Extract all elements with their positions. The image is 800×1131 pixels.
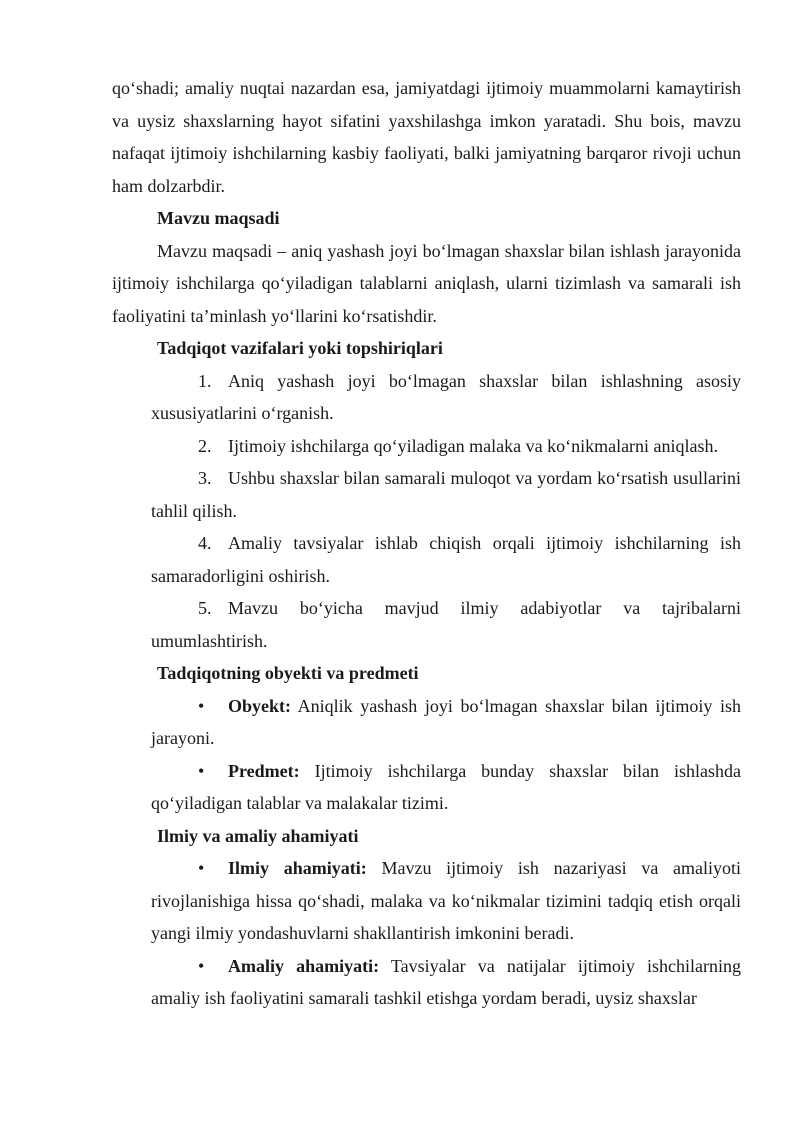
bullet-item-predmet <box>151 755 741 820</box>
item-text: Amaliy tavsiyalar ishlab chiqish orqali ijtimoiy ishchilarning ish samaradorligini oshirish. <box>151 533 741 586</box>
item-text: Mavzu bo‘yicha mavjud ilmiy adabiyotlar va tajribalarni umumlashtirish. <box>151 598 741 651</box>
bullet-item-amaliy-ahamiyati <box>151 950 741 1015</box>
item-number: 4. <box>198 533 212 553</box>
item-number: 1. <box>198 370 212 391</box>
heading-tadqiqot-vazifalari: Tadqiqot vazifalari yoki topshiriqlari <box>157 338 443 358</box>
paragraph-intro-continuation: qo‘shadi; amaliy nuqtai nazardan esa, jamiyatdagi ijtimoiy muammolarni kamaytirish va uysiz shaxslarning hayot sifatini yaxshilashga imkon yaratadi. Shu bois, mavzu nafaqat ijtimoiy ishchilarning kasbiy faoliyati, balki jamiyatning barqaror rivoji uchun ham dolzarbdir. <box>112 78 741 196</box>
item-text: Tavsiyalar va natijalar ijtimoiy ishchilarning amaliy ish faoliyatini samarali tashkil etishga yordam beradi, uysiz shaxslar <box>151 955 741 1008</box>
item-number: 3. <box>198 468 212 488</box>
item-text: Ijtimoiy ishchilarga qo‘yiladigan malaka va ko‘nikmalarni aniqlash. <box>228 435 719 456</box>
item-text: Ushbu shaxslar bilan samarali muloqot va yordam ko‘rsatish usullarini tahlil qilish. <box>151 468 741 521</box>
bullet-icon: • <box>198 955 205 976</box>
heading-obyekt-predmet: Tadqiqotning obyekti va predmeti <box>157 663 419 683</box>
numbered-item-3 <box>151 462 741 527</box>
item-lead: Ilmiy ahamiyati: <box>228 858 367 878</box>
heading-mavzu-maqsadi: Mavzu maqsadi <box>157 208 280 228</box>
bullet-icon: • <box>198 760 205 781</box>
item-lead: Obyekt: <box>228 695 291 716</box>
item-text: Aniqlik yashash joyi bo‘lmagan shaxslar bilan ijtimoiy ish jarayoni. <box>151 695 741 748</box>
numbered-item-1 <box>151 365 741 430</box>
item-number: 5. <box>198 598 212 618</box>
item-lead: Amaliy ahamiyati: <box>228 955 380 976</box>
item-text: Ijtimoiy ishchilarga bunday shaxslar bilan ishlashda qo‘yiladigan talablar va malakalar tizimi. <box>151 760 741 813</box>
bullet-icon: • <box>198 858 205 878</box>
item-text: Mavzu ijtimoiy ish nazariyasi va amaliyoti rivojlanishiga hissa qo‘shadi, malaka va ko‘nikmalar tizimini tadqiq etish orqali yangi ilmiy yondashuvlarni shakllantirish imkonini beradi. <box>151 858 742 943</box>
numbered-item-5 <box>151 592 741 657</box>
item-lead: Predmet: <box>228 760 300 781</box>
item-text: Aniq yashash joyi bo‘lmagan shaxslar bilan ishlashning asosiy xususiyatlarini o‘rganish. <box>151 370 741 423</box>
numbered-item-4 <box>151 527 741 592</box>
bullet-item-obyekt <box>151 690 741 755</box>
item-number: 2. <box>198 435 212 456</box>
heading-ilmiy-amaliy-ahamiyati: Ilmiy va amaliy ahamiyati <box>157 825 359 846</box>
numbered-item-2 <box>151 430 741 463</box>
bullet-icon: • <box>198 695 205 716</box>
bullet-item-ilmiy-ahamiyati <box>151 852 741 950</box>
paragraph-mavzu-maqsadi: Mavzu maqsadi – aniq yashash joyi bo‘lmagan shaxslar bilan ishlash jarayonida ijtimoiy ishchilarga qo‘yiladigan talablarni aniqlash, ularni tizimlash va samarali ish faoliyatini ta’minlash yo‘llarini ko‘rsatishdir. <box>112 240 741 326</box>
